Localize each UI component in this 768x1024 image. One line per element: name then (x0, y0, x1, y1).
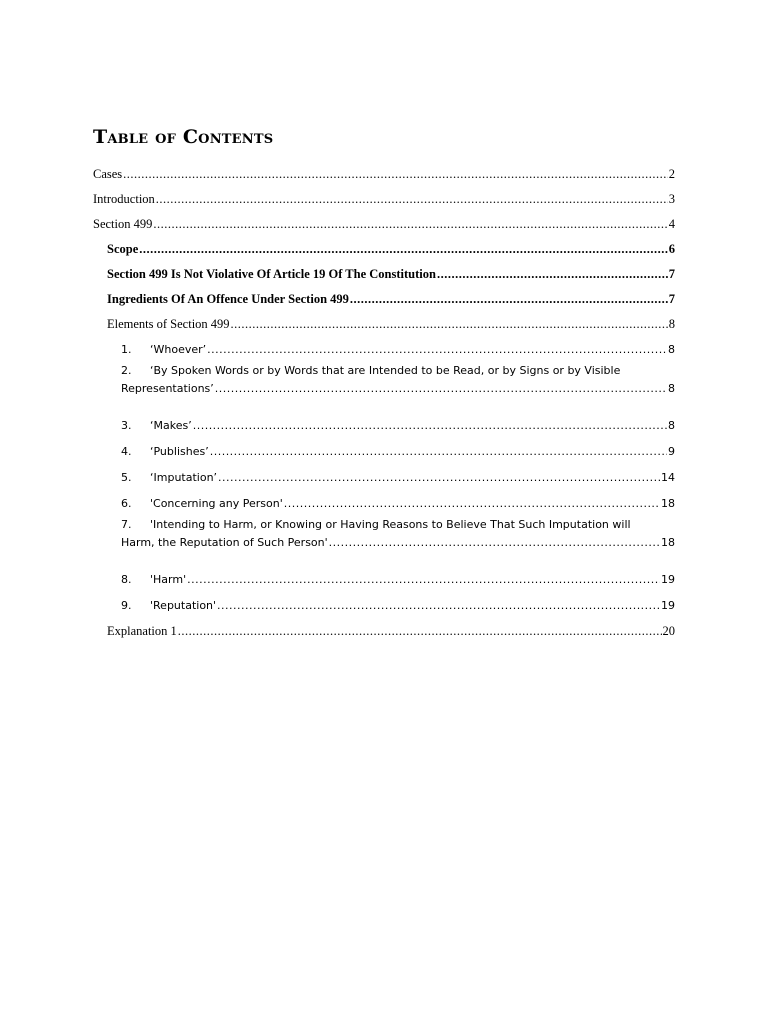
toc-entry-publishes[interactable] (93, 434, 675, 460)
toc-page-number: 4 (668, 217, 675, 231)
toc-entry-label: Section 499 Is Not Violative Of Article 19 Of The Constitution (107, 267, 436, 281)
toc-entry-elements[interactable] (93, 307, 675, 332)
toc-page-number: 19 (661, 573, 675, 586)
toc-entry-label: ‘Imputation’ (150, 471, 218, 484)
toc-entry-label: Scope (107, 242, 139, 256)
toc-page-number: 8 (668, 317, 675, 331)
dot-leader (231, 316, 668, 332)
toc-entry-label: ‘By Spoken Words or by Words that are Intended to be Read, or by Signs or by Visible (150, 364, 621, 377)
dot-leader (153, 216, 667, 232)
toc-entry-makes[interactable] (93, 408, 675, 434)
toc-entry-not-violative[interactable] (93, 257, 675, 282)
toc-entry-label-cont: Representations’ (121, 382, 214, 395)
dot-leader (329, 535, 660, 551)
toc-entry-scope[interactable] (93, 232, 675, 257)
toc-item-number: 4. (121, 445, 132, 458)
toc-page-number: 20 (662, 624, 675, 638)
toc-page-number: 19 (661, 599, 675, 612)
toc-page-number: 18 (661, 536, 675, 549)
toc-page-number: 8 (668, 343, 675, 356)
toc-entry-reputation[interactable] (93, 588, 675, 614)
toc-entry-label: 'Harm' (150, 573, 187, 586)
toc-entry-introduction[interactable] (93, 182, 675, 207)
toc-entry-intending-to-harm[interactable] (93, 515, 675, 562)
toc-title: Table of Contents (93, 126, 274, 148)
toc-item-number: 5. (121, 471, 132, 484)
toc-entry-label: Explanation 1 (107, 624, 177, 638)
toc-entry-label: Cases (93, 167, 123, 181)
toc-item-number: 8. (121, 573, 132, 586)
dot-leader (218, 470, 660, 486)
toc-entry-harm[interactable] (93, 562, 675, 588)
toc-item-number: 9. (121, 599, 132, 612)
toc-entry-label: Elements of Section 499 (107, 317, 230, 331)
dot-leader (437, 266, 668, 282)
dot-leader (284, 496, 660, 512)
dot-leader (210, 444, 667, 460)
dot-leader (139, 241, 668, 257)
toc-item-number: 1. (121, 343, 132, 356)
dot-leader (156, 191, 668, 207)
toc-entry-line2 (93, 535, 675, 551)
toc-entry-whoever[interactable] (93, 332, 675, 358)
document-page (93, 124, 675, 639)
toc-entry-label: Introduction (93, 192, 155, 206)
toc-entry-label: 'Reputation' (150, 599, 217, 612)
toc-item-number: 6. (121, 497, 132, 510)
toc-item-number: 3. (121, 419, 132, 432)
toc-page-number: 8 (668, 382, 675, 395)
toc-page-number: 3 (668, 192, 675, 206)
dot-leader (187, 572, 660, 588)
toc-entry-label: 'Intending to Harm, or Knowing or Having Reasons to Believe That Such Imputation will (150, 518, 631, 531)
toc-entry-label: Ingredients Of An Offence Under Section 499 (107, 292, 349, 306)
toc-entry-label: ‘Whoever’ (150, 343, 207, 356)
toc-page-number: 2 (668, 167, 675, 181)
toc-entry-line2 (93, 381, 675, 397)
toc-page-number: 9 (668, 445, 675, 458)
toc-entry-imputation[interactable] (93, 460, 675, 486)
toc-entry-label-cont: Harm, the Reputation of Such Person' (121, 536, 328, 549)
dot-leader (178, 623, 662, 639)
dot-leader (350, 291, 668, 307)
toc-item-number: 7. (121, 518, 132, 531)
toc-page-number: 8 (668, 419, 675, 432)
toc-page-number: 18 (661, 497, 675, 510)
dot-leader (193, 418, 667, 434)
toc-entry-label: 'Concerning any Person' (150, 497, 283, 510)
toc-page-number: 14 (661, 471, 675, 484)
toc-entry-concerning-person[interactable] (93, 486, 675, 512)
dot-leader (215, 381, 667, 397)
toc-entry-spoken-words[interactable] (93, 361, 675, 408)
toc-entry-label: Section 499 (93, 217, 153, 231)
toc-page-number: 6 (668, 242, 675, 256)
toc-page-number: 7 (668, 292, 675, 306)
toc-entry-line1 (121, 361, 675, 381)
toc-item-number: 2. (121, 364, 132, 377)
dot-leader (207, 342, 667, 358)
toc-page-number: 7 (668, 267, 675, 281)
toc-list (93, 157, 675, 639)
toc-entry-explanation-1[interactable] (93, 614, 675, 639)
dot-leader (217, 598, 660, 614)
toc-entry-label: ‘Publishes’ (150, 445, 209, 458)
dot-leader (123, 166, 668, 182)
toc-entry-cases[interactable] (93, 157, 675, 182)
toc-entry-ingredients[interactable] (93, 282, 675, 307)
toc-entry-line1 (121, 515, 675, 535)
toc-entry-label: ‘Makes’ (150, 419, 192, 432)
toc-entry-section-499[interactable] (93, 207, 675, 232)
